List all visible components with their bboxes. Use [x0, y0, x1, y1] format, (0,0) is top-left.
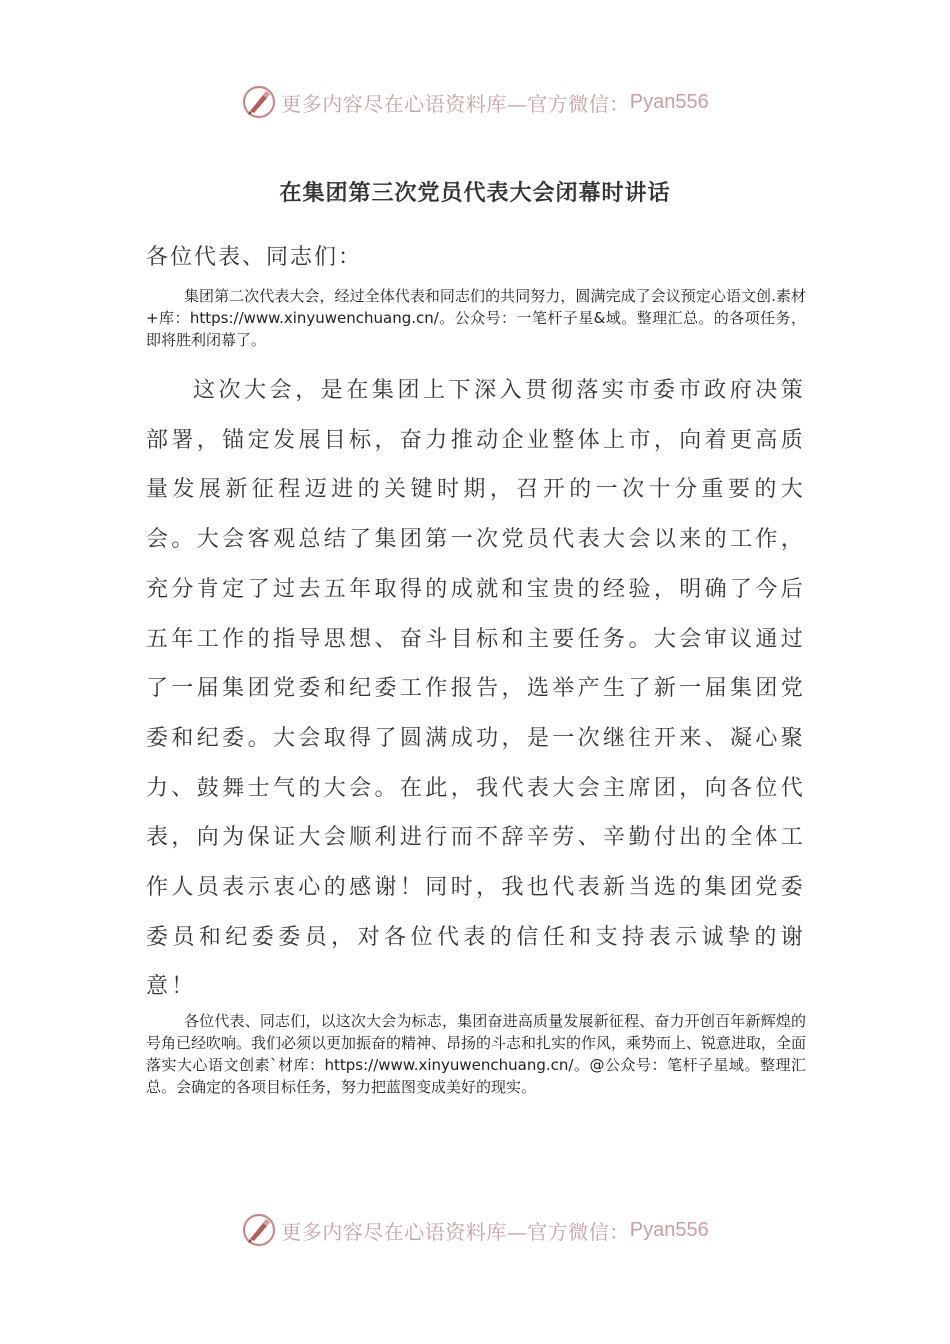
- banner-wechat-id: Pyan556: [629, 90, 709, 113]
- footer-watermark-banner: [0, 1206, 950, 1254]
- document-title: 在集团第三次党员代表大会闭幕时讲话: [279, 181, 671, 206]
- salutation: 各位代表、同志们：: [146, 245, 363, 270]
- banner-text: 更多内容尽在心语资料库—官方微信：: [281, 91, 630, 116]
- banner-text: 更多内容尽在心语资料库—官方微信：: [281, 1219, 630, 1244]
- header-watermark-banner: [0, 78, 950, 126]
- paragraph-3: 各位代表、同志们，以这次大会为标志，集团奋进高质量发展新征程、奋力开创百年新辉煌的号角已经吹响。我们必须以更加振奋的精神、昂扬的斗志和扎实的作风，乘势而上、锐意进取，全面落实大心语文创素`材库：https://www.xinyuwenchuang.cn/。@公众号：笔杆子星域。整理汇总。会确定的各项目标任务，努力把蓝图变成美好的现实。: [146, 1012, 807, 1096]
- paragraph-1: 集团第二次代表大会，经过全体代表和同志们的共同努力，圆满完成了会议预定心语文创.素材+库：https://www.xinyuwenchuang.cn/。公众号：一笔杆子星&域。整理汇总。的各项任务，即将胜利闭幕了。: [146, 287, 806, 349]
- banner-wechat-id: Pyan556: [629, 1218, 709, 1241]
- pen-nib-logo-icon: [241, 1212, 277, 1248]
- pen-nib-logo-icon: [241, 84, 277, 120]
- paragraph-2: 这次大会，是在集团上下深入贯彻落实市委市政府决策部署，锚定发展目标，奋力推动企业整体上市，向着更高质量发展新征程迈进的关键时期，召开的一次十分重要的大会。大会客观总结了集团第一次党员代表大会以来的工作，充分肯定了过去五年取得的成就和宝贵的经验，明确了今后五年工作的指导思想、奋斗目标和主要任务。大会审议通过了一届集团党委和纪委工作报告，选举产生了新一届集团党委和纪委。大会取得了圆满成功，是一次继往开来、凝心聚力、鼓舞士气的大会。在此，我代表大会主席团，向各位代表，向为保证大会顺利进行而不辞辛劳、辛勤付出的全体工作人员表示衷心的感谢！同时，我也代表新当选的集团党委委员和纪委委员，对各位代表的信任和支持表示诚挚的谢意！: [146, 378, 806, 1000]
